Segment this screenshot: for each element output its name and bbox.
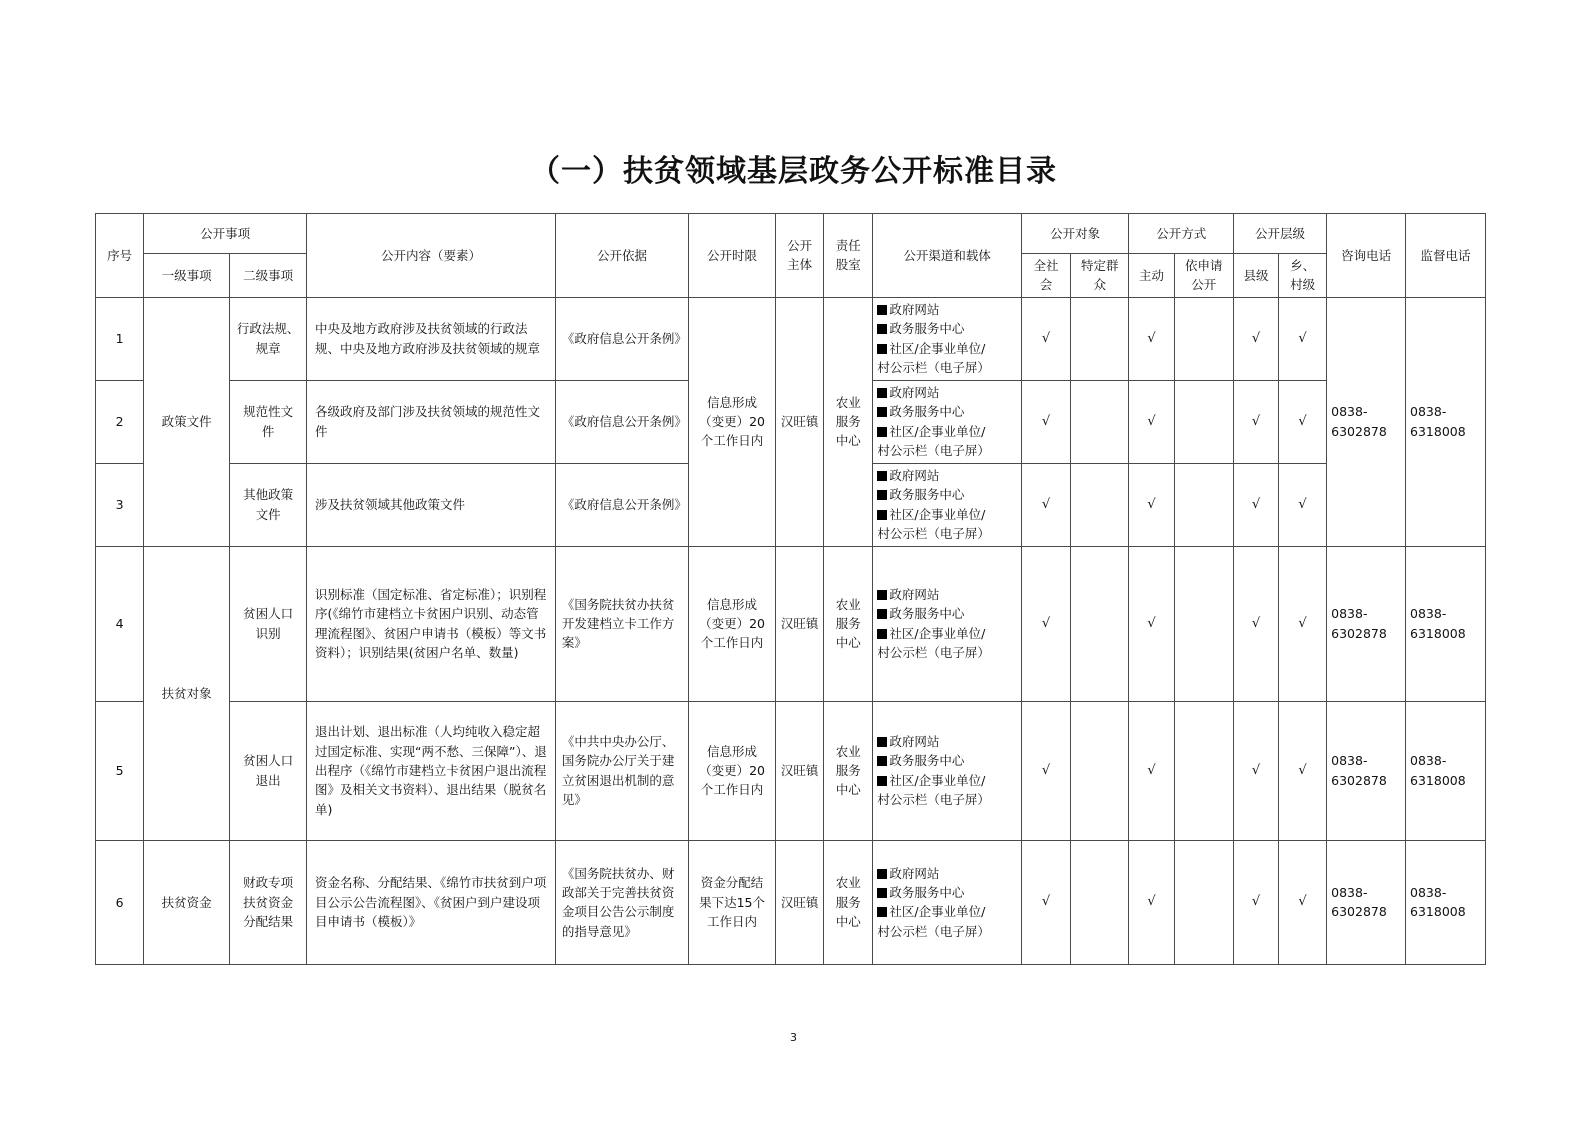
header-target-specific: 特定群 众 [1071,254,1129,298]
header-supervise: 监督电话 [1406,214,1486,298]
header-time: 公开时限 [689,214,776,298]
target-all-check: √ [1021,840,1070,964]
page-number: 3 [790,1031,797,1044]
shared-time: 信息形成 （变更）20 个工作日内 [689,297,776,546]
group-policy: 政策文件 [144,297,230,546]
channel-item: 社区/企事业单位/ 村公示栏（电子屏） [877,423,990,459]
header-level-county: 县级 [1233,254,1278,298]
level-county-check: √ [1233,701,1278,840]
row-basis: 《政府信息公开条例》 [555,380,688,463]
channel-list [873,840,1022,964]
row-seq: 1 [96,297,144,380]
header-level1: 一级事项 [144,254,230,298]
table-row [96,297,1486,380]
black-square-icon [877,490,887,500]
row-time: 信息形成 （变更）20 个工作日内 [689,546,776,701]
channel-item: 政府网站 [877,585,1017,604]
row-content: 中央及地方政府涉及扶贫领域的行政法规、中央及地方政府涉及扶贫领域的规章 [307,297,556,380]
channel-item: 社区/企事业单位/ 村公示栏（电子屏） [877,772,990,808]
row-level2: 财政专项 扶贫资金 分配结果 [230,840,307,964]
level-town-check: √ [1279,463,1327,546]
supervise-phone: 0838- 6318008 [1406,297,1486,546]
channel-list [873,380,1022,463]
black-square-icon [877,388,887,398]
row-basis: 《中共中央办公厅、国务院办公厅关于建立贫困退出机制的意见》 [555,701,688,840]
row-basis: 《国务院扶贫办、财政部关于完善扶贫资金项目公告公示制度的指导意见》 [555,840,688,964]
channel-item: 政务服务中心 [877,883,1017,902]
target-specific-empty [1071,701,1129,840]
consult-phone: 0838- 6302878 [1327,297,1406,546]
black-square-icon [877,888,887,898]
black-square-icon [877,907,887,917]
header-target-all: 全社 会 [1021,254,1070,298]
target-all-check: √ [1021,380,1070,463]
black-square-icon [877,609,887,619]
black-square-icon [877,510,887,520]
group-fund: 扶贫资金 [144,840,230,964]
channel-item: 政府网站 [877,466,1017,485]
supervise-phone: 0838- 6318008 [1406,546,1486,701]
channel-list [873,701,1022,840]
header-level2: 二级事项 [230,254,307,298]
target-all-check: √ [1021,463,1070,546]
header-consult: 咨询电话 [1327,214,1406,298]
row-subject: 汉旺镇 [776,701,824,840]
channel-item: 政府网站 [877,864,1017,883]
row-subject: 汉旺镇 [776,840,824,964]
channel-list [873,297,1022,380]
target-specific-empty [1071,297,1129,380]
row-dept: 农业 服务 中心 [824,546,873,701]
black-square-icon [877,324,887,334]
level-town-check: √ [1279,840,1327,964]
table-row [96,546,1486,701]
row-seq: 2 [96,380,144,463]
black-square-icon [877,869,887,879]
black-square-icon [877,629,887,639]
header-basis: 公开依据 [555,214,688,298]
row-level2: 规范性文 件 [230,380,307,463]
row-seq: 5 [96,701,144,840]
channel-item: 社区/企事业单位/ 村公示栏（电子屏） [877,904,990,939]
method-active-check: √ [1129,701,1174,840]
channel-list [873,463,1022,546]
row-basis: 《国务院扶贫办扶贫开发建档立卡工作方案》 [555,546,688,701]
row-seq: 4 [96,546,144,701]
level-county-check: √ [1233,380,1278,463]
header-content: 公开内容（要素） [307,214,556,298]
black-square-icon [877,471,887,481]
channel-item: 政府网站 [877,732,1017,751]
row-level2: 行政法规、 规章 [230,297,307,380]
level-county-check: √ [1233,297,1278,380]
level-county-check: √ [1233,463,1278,546]
header-seq: 序号 [96,214,144,298]
black-square-icon [877,344,887,354]
row-level2: 其他政策 文件 [230,463,307,546]
target-all-check: √ [1021,701,1070,840]
method-active-check: √ [1129,840,1174,964]
channel-list [873,546,1022,701]
channel-item: 政府网站 [877,300,1017,319]
row-level2: 贫困人口 退出 [230,701,307,840]
row-content: 退出计划、退出标准（人均纯收入稳定超过国定标准、实现“两不愁、三保障”）、退出程序（《绵竹市建档立卡贫困户退出流程图》及相关文书资料）、退出结果（脱贫名单) [307,701,556,840]
row-content: 涉及扶贫领域其他政策文件 [307,463,556,546]
channel-item: 政务服务中心 [877,604,1017,623]
row-subject: 汉旺镇 [776,546,824,701]
black-square-icon [877,756,887,766]
header-items: 公开事项 [144,214,307,254]
target-specific-empty [1071,840,1129,964]
header-channel: 公开渠道和载体 [873,214,1022,298]
catalog-table [95,213,1486,965]
row-seq: 6 [96,840,144,964]
channel-item: 政务服务中心 [877,485,1017,504]
level-town-check: √ [1279,380,1327,463]
row-basis: 《政府信息公开条例》 [555,297,688,380]
target-specific-empty [1071,380,1129,463]
method-apply-empty [1174,701,1233,840]
level-town-check: √ [1279,297,1327,380]
level-county-check: √ [1233,840,1278,964]
row-dept: 农业 服务 中心 [824,840,873,964]
row-seq: 3 [96,463,144,546]
header-method: 公开方式 [1129,214,1233,254]
row-content: 各级政府及部门涉及扶贫领域的规范性文件 [307,380,556,463]
level-town-check: √ [1279,546,1327,701]
channel-item: 社区/企事业单位/ 村公示栏（电子屏） [877,625,990,661]
method-apply-empty [1174,463,1233,546]
header-subject: 公开 主体 [776,214,824,298]
method-apply-empty [1174,380,1233,463]
consult-phone: 0838- 6302878 [1327,701,1406,840]
target-specific-empty [1071,463,1129,546]
channel-item: 政府网站 [877,383,1017,402]
supervise-phone: 0838- 6318008 [1406,840,1486,964]
target-all-check: √ [1021,297,1070,380]
black-square-icon [877,737,887,747]
header-method-apply: 依申请 公开 [1174,254,1233,298]
black-square-icon [877,776,887,786]
method-active-check: √ [1129,546,1174,701]
black-square-icon [877,407,887,417]
shared-dept: 农业 服务 中心 [824,297,873,546]
black-square-icon [877,427,887,437]
page-title: （一）扶贫领域基层政务公开标准目录 [530,154,1057,189]
method-apply-empty [1174,546,1233,701]
shared-subject: 汉旺镇 [776,297,824,546]
row-content: 识别标准（国定标准、省定标准）；识别程序(《绵竹市建档立卡贫困户识别、动态管理流程图》、贫困户申请书（模板）等文书资料）；识别结果(贫困户名单、数量) [307,546,556,701]
row-dept: 农业 服务 中心 [824,701,873,840]
header-method-active: 主动 [1129,254,1174,298]
channel-item: 社区/企事业单位/ 村公示栏（电子屏） [877,340,990,376]
consult-phone: 0838- 6302878 [1327,546,1406,701]
target-all-check: √ [1021,546,1070,701]
black-square-icon [877,305,887,315]
method-active-check: √ [1129,380,1174,463]
method-active-check: √ [1129,297,1174,380]
method-apply-empty [1174,840,1233,964]
group-target: 扶贫对象 [144,546,230,840]
header-level: 公开层级 [1233,214,1326,254]
header-level-town: 乡、 村级 [1279,254,1327,298]
row-basis: 《政府信息公开条例》 [555,463,688,546]
table-row [96,840,1486,964]
method-active-check: √ [1129,463,1174,546]
method-apply-empty [1174,297,1233,380]
row-time: 信息形成 （变更）20 个工作日内 [689,701,776,840]
channel-item: 社区/企事业单位/ 村公示栏（电子屏） [877,506,990,542]
channel-item: 政务服务中心 [877,751,1017,770]
channel-item: 政务服务中心 [877,402,1017,421]
level-town-check: √ [1279,701,1327,840]
row-content: 资金名称、分配结果、《绵竹市扶贫到户项目公示公告流程图》、《贫困户到户建设项目申请书（模板）》 [307,840,556,964]
table-row [96,701,1486,840]
consult-phone: 0838- 6302878 [1327,840,1406,964]
row-time: 资金分配结 果下达15个 工作日内 [689,840,776,964]
header-target: 公开对象 [1021,214,1129,254]
black-square-icon [877,590,887,600]
row-level2: 贫困人口 识别 [230,546,307,701]
level-county-check: √ [1233,546,1278,701]
supervise-phone: 0838- 6318008 [1406,701,1486,840]
channel-item: 政务服务中心 [877,319,1017,338]
target-specific-empty [1071,546,1129,701]
header-dept: 责任 股室 [824,214,873,298]
